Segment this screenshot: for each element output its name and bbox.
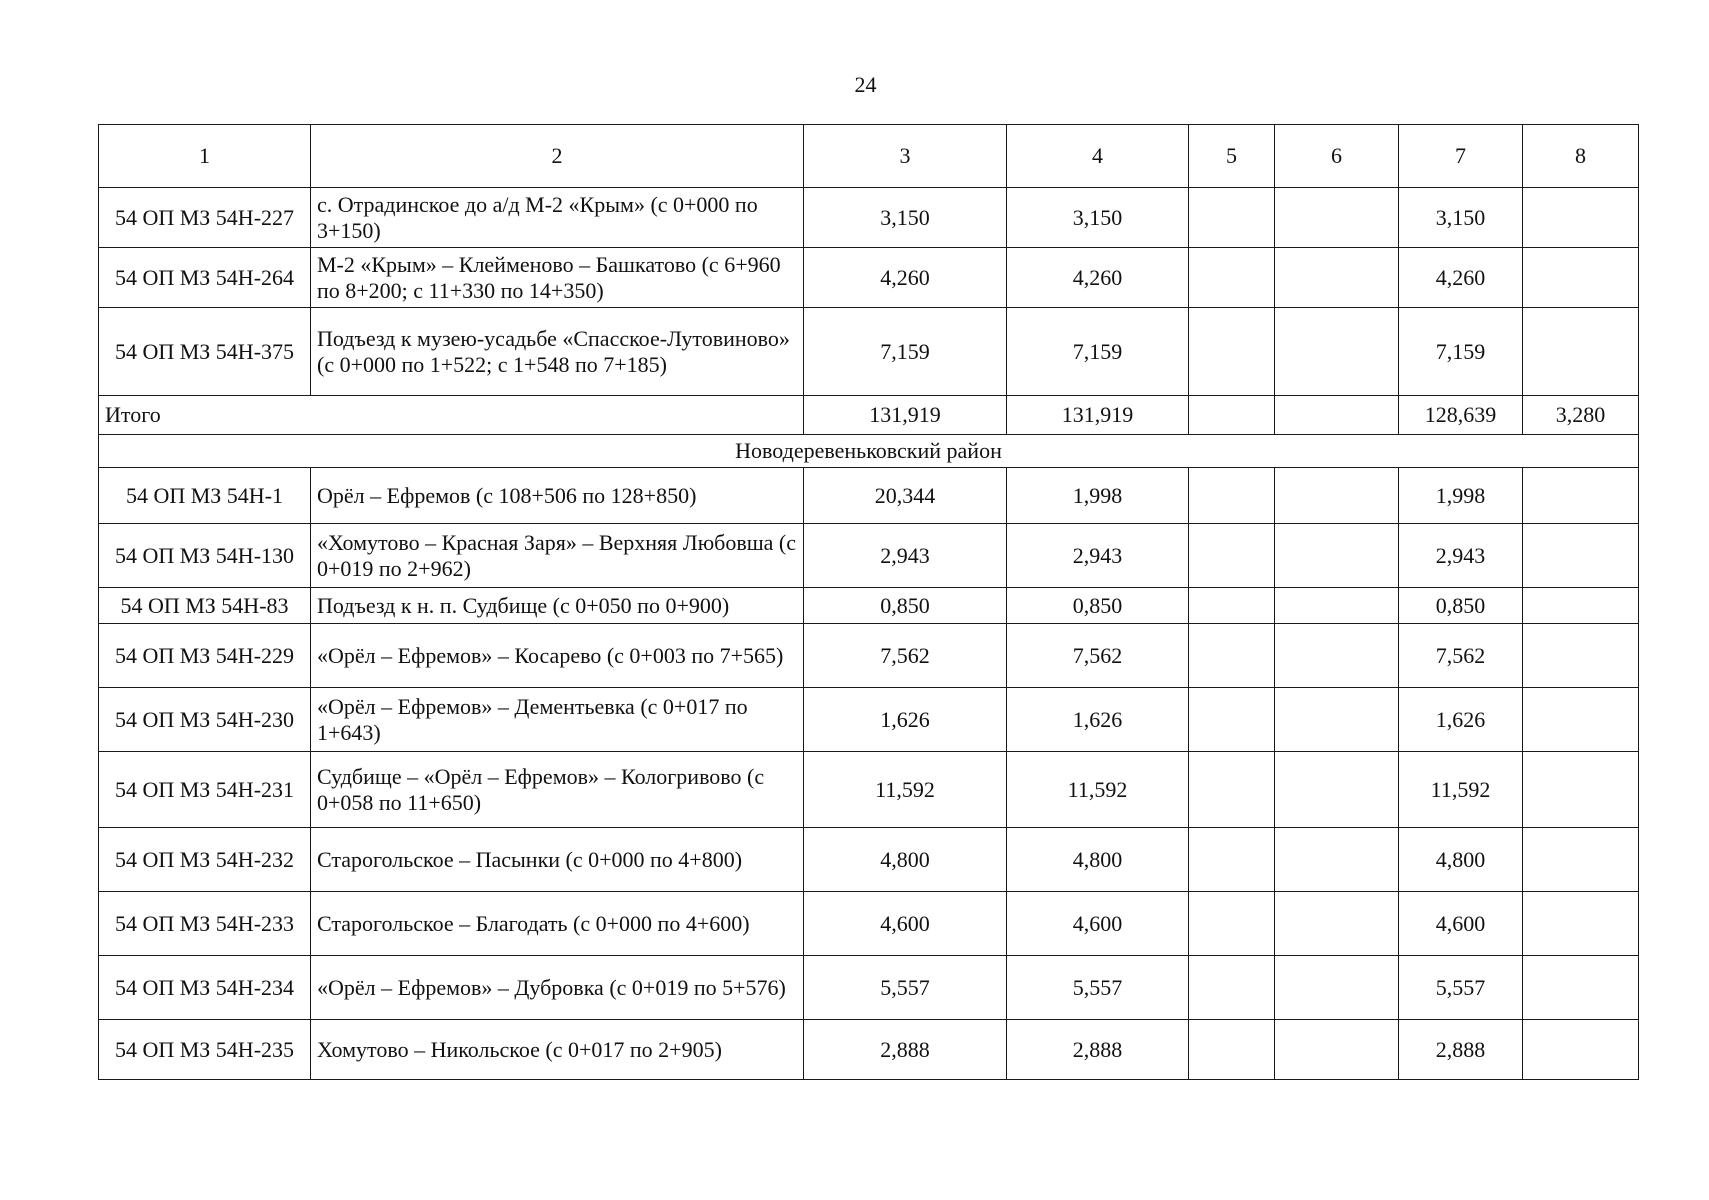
cell-col6 [1275, 188, 1399, 248]
cell-col4: 7,562 [1007, 624, 1189, 688]
table-row [99, 588, 1639, 624]
cell-col3: 2,943 [804, 524, 1007, 588]
road-name: Орёл – Ефремов (с 108+506 по 128+850) [311, 468, 804, 524]
total-col6 [1275, 396, 1399, 435]
road-name: Старогольское – Благодать (с 0+000 по 4+600) [311, 892, 804, 956]
cell-col3: 4,260 [804, 248, 1007, 308]
column-header: 2 [311, 125, 804, 188]
cell-col5 [1189, 688, 1275, 752]
road-code: 54 ОП МЗ 54Н-227 [99, 188, 311, 248]
cell-col7: 4,800 [1399, 828, 1523, 892]
cell-col6 [1275, 624, 1399, 688]
cell-col7: 11,592 [1399, 752, 1523, 828]
cell-col8 [1523, 752, 1639, 828]
table-row [99, 468, 1639, 524]
cell-col5 [1189, 468, 1275, 524]
column-header: 7 [1399, 125, 1523, 188]
cell-col4: 4,800 [1007, 828, 1189, 892]
table-row [99, 308, 1639, 396]
road-code: 54 ОП МЗ 54Н-375 [99, 308, 311, 396]
road-code: 54 ОП МЗ 54Н-234 [99, 956, 311, 1020]
cell-col7: 7,159 [1399, 308, 1523, 396]
cell-col6 [1275, 892, 1399, 956]
cell-col7: 7,562 [1399, 624, 1523, 688]
cell-col6 [1275, 468, 1399, 524]
cell-col3: 4,800 [804, 828, 1007, 892]
road-code: 54 ОП МЗ 54Н-231 [99, 752, 311, 828]
cell-col5 [1189, 752, 1275, 828]
road-name: «Орёл – Ефремов» – Дубровка (с 0+019 по 5+576) [311, 956, 804, 1020]
cell-col4: 4,260 [1007, 248, 1189, 308]
table-row [99, 892, 1639, 956]
cell-col8 [1523, 892, 1639, 956]
road-name: Подъезд к музею-усадьбе «Спасское-Лутовиново» (с 0+000 по 1+522; с 1+548 по 7+185) [311, 308, 804, 396]
cell-col7: 5,557 [1399, 956, 1523, 1020]
roads-table [98, 124, 1639, 1080]
cell-col8 [1523, 1020, 1639, 1080]
cell-col8 [1523, 308, 1639, 396]
road-code: 54 ОП МЗ 54Н-264 [99, 248, 311, 308]
table-row [99, 624, 1639, 688]
cell-col6 [1275, 688, 1399, 752]
page-number: 24 [854, 72, 877, 97]
road-code: 54 ОП МЗ 54Н-235 [99, 1020, 311, 1080]
cell-col7: 4,260 [1399, 248, 1523, 308]
cell-col4: 4,600 [1007, 892, 1189, 956]
road-code: 54 ОП МЗ 54Н-232 [99, 828, 311, 892]
cell-col8 [1523, 524, 1639, 588]
cell-col8 [1523, 248, 1639, 308]
cell-col5 [1189, 624, 1275, 688]
cell-col3: 0,850 [804, 588, 1007, 624]
cell-col6 [1275, 752, 1399, 828]
column-header: 4 [1007, 125, 1189, 188]
cell-col5 [1189, 248, 1275, 308]
column-header: 5 [1189, 125, 1275, 188]
cell-col5 [1189, 308, 1275, 396]
cell-col8 [1523, 624, 1639, 688]
cell-col6 [1275, 588, 1399, 624]
road-name: М-2 «Крым» – Клейменово – Башкатово (с 6+960 по 8+200; с 11+330 по 14+350) [311, 248, 804, 308]
cell-col5 [1189, 828, 1275, 892]
road-name: Хомутово – Никольское (с 0+017 по 2+905) [311, 1020, 804, 1080]
district-row [99, 435, 1639, 468]
cell-col5 [1189, 956, 1275, 1020]
cell-col8 [1523, 828, 1639, 892]
cell-col8 [1523, 188, 1639, 248]
cell-col6 [1275, 308, 1399, 396]
cell-col6 [1275, 956, 1399, 1020]
cell-col8 [1523, 588, 1639, 624]
cell-col3: 5,557 [804, 956, 1007, 1020]
cell-col7: 4,600 [1399, 892, 1523, 956]
column-header-row [99, 125, 1639, 188]
cell-col4: 3,150 [1007, 188, 1189, 248]
road-name: Старогольское – Пасынки (с 0+000 по 4+800) [311, 828, 804, 892]
cell-col5 [1189, 892, 1275, 956]
cell-col5 [1189, 524, 1275, 588]
table-row [99, 688, 1639, 752]
cell-col8 [1523, 956, 1639, 1020]
road-code: 54 ОП МЗ 54Н-1 [99, 468, 311, 524]
road-name: Подъезд к н. п. Судбище (с 0+050 по 0+900) [311, 588, 804, 624]
cell-col8 [1523, 468, 1639, 524]
road-code: 54 ОП МЗ 54Н-130 [99, 524, 311, 588]
column-header: 6 [1275, 125, 1399, 188]
cell-col4: 5,557 [1007, 956, 1189, 1020]
table-row [99, 524, 1639, 588]
cell-col6 [1275, 248, 1399, 308]
total-label: Итого [99, 396, 804, 435]
total-col4: 131,919 [1007, 396, 1189, 435]
total-col7: 128,639 [1399, 396, 1523, 435]
table-row [99, 828, 1639, 892]
road-code: 54 ОП МЗ 54Н-233 [99, 892, 311, 956]
cell-col5 [1189, 188, 1275, 248]
table-row [99, 188, 1639, 248]
cell-col4: 7,159 [1007, 308, 1189, 396]
cell-col5 [1189, 1020, 1275, 1080]
cell-col6 [1275, 1020, 1399, 1080]
road-code: 54 ОП МЗ 54Н-230 [99, 688, 311, 752]
total-col3: 131,919 [804, 396, 1007, 435]
column-header: 3 [804, 125, 1007, 188]
total-col5 [1189, 396, 1275, 435]
cell-col3: 1,626 [804, 688, 1007, 752]
cell-col3: 4,600 [804, 892, 1007, 956]
column-header: 1 [99, 125, 311, 188]
table-row [99, 1020, 1639, 1080]
cell-col7: 3,150 [1399, 188, 1523, 248]
table-row [99, 248, 1639, 308]
cell-col4: 1,626 [1007, 688, 1189, 752]
cell-col3: 7,159 [804, 308, 1007, 396]
cell-col8 [1523, 688, 1639, 752]
table-row [99, 752, 1639, 828]
table-row [99, 956, 1639, 1020]
cell-col7: 2,888 [1399, 1020, 1523, 1080]
column-header: 8 [1523, 125, 1639, 188]
cell-col7: 0,850 [1399, 588, 1523, 624]
cell-col3: 7,562 [804, 624, 1007, 688]
cell-col7: 1,998 [1399, 468, 1523, 524]
cell-col4: 1,998 [1007, 468, 1189, 524]
cell-col4: 2,943 [1007, 524, 1189, 588]
cell-col3: 3,150 [804, 188, 1007, 248]
district-heading: Новодеревеньковский район [99, 435, 1639, 468]
cell-col4: 11,592 [1007, 752, 1189, 828]
total-col8: 3,280 [1523, 396, 1639, 435]
cell-col7: 1,626 [1399, 688, 1523, 752]
cell-col3: 11,592 [804, 752, 1007, 828]
cell-col5 [1189, 588, 1275, 624]
cell-col7: 2,943 [1399, 524, 1523, 588]
road-code: 54 ОП МЗ 54Н-229 [99, 624, 311, 688]
road-name: Судбище – «Орёл – Ефремов» – Кологривово (с 0+058 по 11+650) [311, 752, 804, 828]
cell-col6 [1275, 828, 1399, 892]
cell-col3: 2,888 [804, 1020, 1007, 1080]
road-code: 54 ОП МЗ 54Н-83 [99, 588, 311, 624]
road-name: «Орёл – Ефремов» – Косарево (с 0+003 по 7+565) [311, 624, 804, 688]
cell-col4: 2,888 [1007, 1020, 1189, 1080]
total-row [99, 396, 1639, 435]
cell-col4: 0,850 [1007, 588, 1189, 624]
road-name: «Орёл – Ефремов» – Дементьевка (с 0+017 по 1+643) [311, 688, 804, 752]
road-name: с. Отрадинское до а/д М-2 «Крым» (с 0+000 по 3+150) [311, 188, 804, 248]
cell-col6 [1275, 524, 1399, 588]
road-name: «Хомутово – Красная Заря» – Верхняя Любовша (с 0+019 по 2+962) [311, 524, 804, 588]
cell-col3: 20,344 [804, 468, 1007, 524]
